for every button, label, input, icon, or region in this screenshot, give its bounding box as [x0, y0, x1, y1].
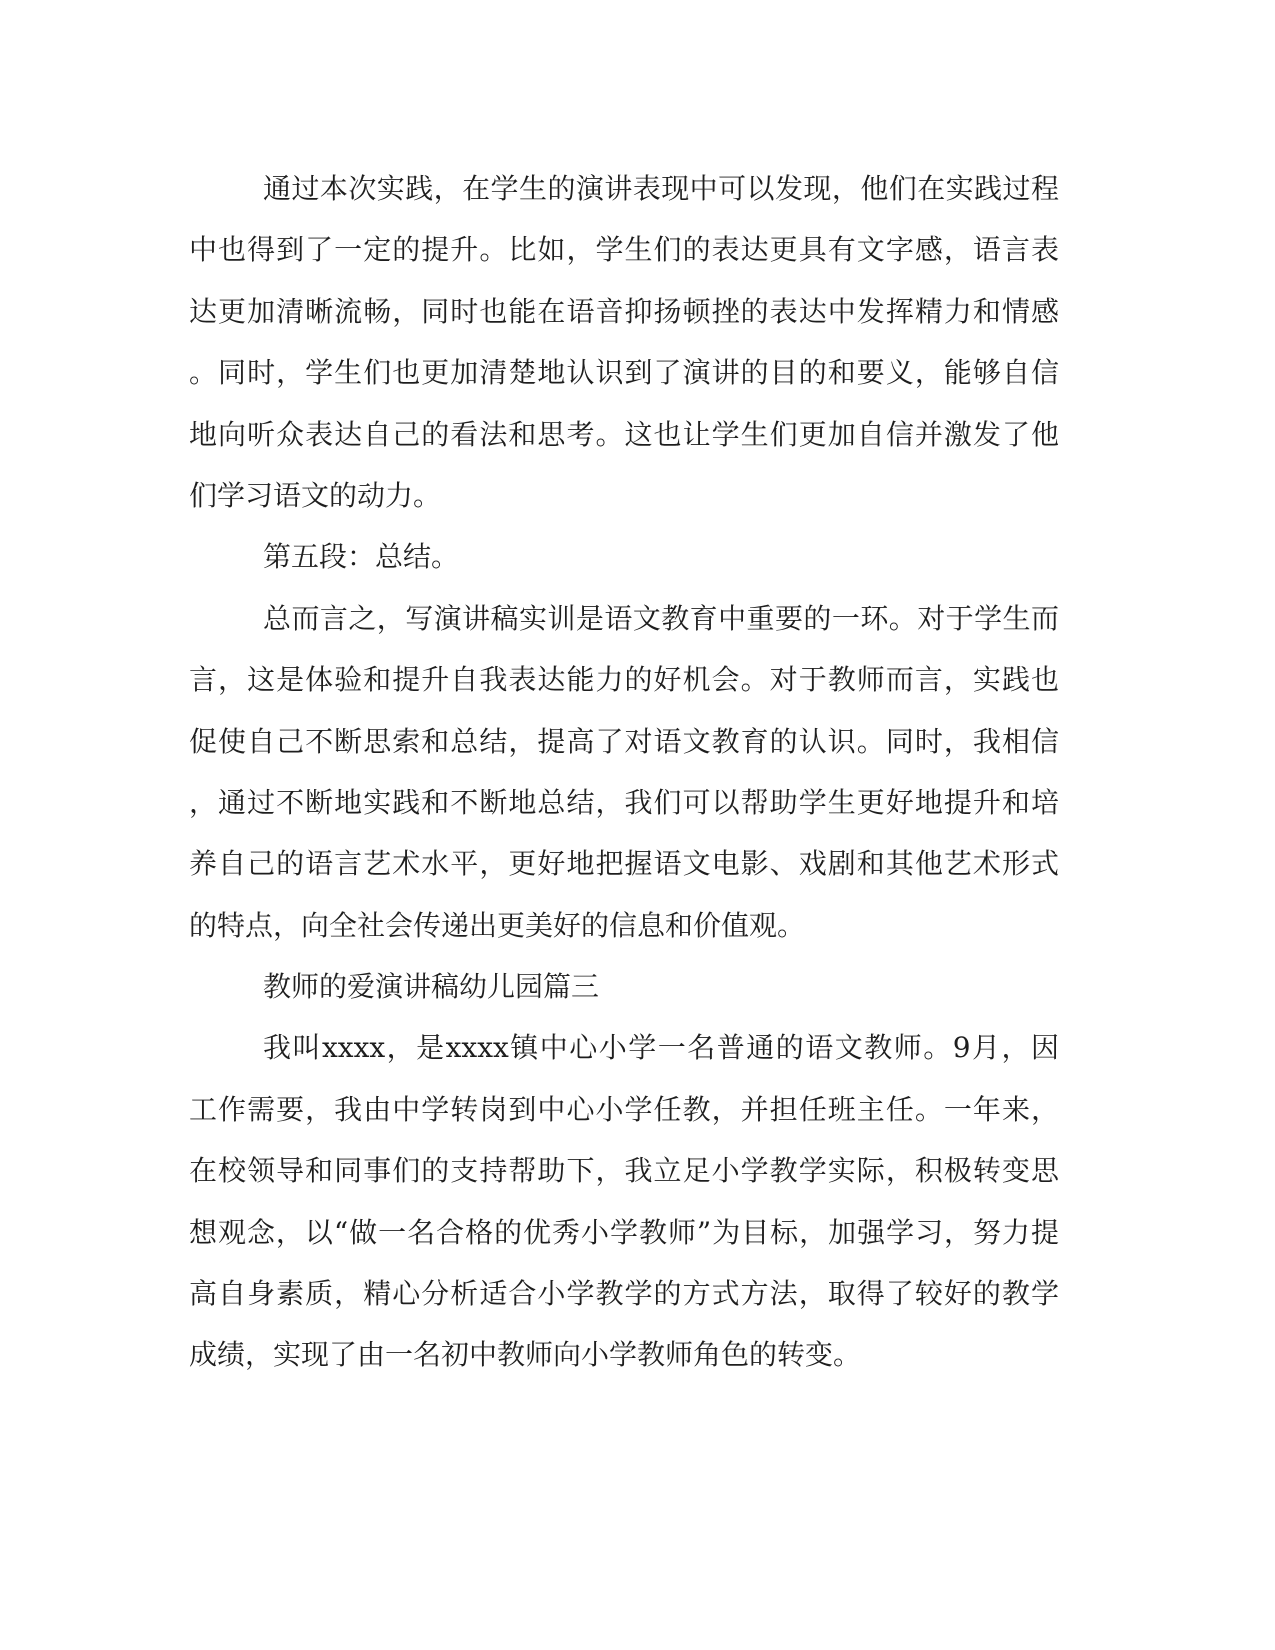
text-line: 们学习语文的动力。 [189, 478, 442, 512]
article-title: 教师的爱演讲稿幼儿园篇三 [263, 970, 600, 1004]
paragraph-summary [189, 588, 1059, 956]
text-line: 养自己的语言艺术水平，更好地把握语文电影、戏剧和其他艺术形式 [189, 847, 1059, 881]
text-line: 地向听众表达自己的看法和思考。这也让学生们更加自信并激发了他 [189, 417, 1059, 451]
text-line: 成绩，实现了由一名初中教师向小学教师角色的转变。 [189, 1338, 862, 1372]
text-line: 工作需要，我由中学转岗到中心小学任教，并担任班主任。一年来， [189, 1092, 1059, 1126]
text-line: ，通过不断地实践和不断地总结，我们可以帮助学生更好地提升和培 [189, 785, 1059, 819]
text-line: 。同时，学生们也更加清楚地认识到了演讲的目的和要义，能够自信 [189, 356, 1059, 390]
text-line: 言，这是体验和提升自我表达能力的好机会。对于教师而言，实践也 [189, 663, 1059, 697]
text-line: 高自身素质，精心分析适合小学教学的方式方法，取得了较好的教学 [189, 1277, 1059, 1311]
text-line: 的特点，向全社会传递出更美好的信息和价值观。 [189, 908, 806, 942]
section-heading: 第五段：总结。 [263, 540, 460, 574]
document-body [189, 158, 1059, 1386]
text-line: 我叫xxxx，是xxxx镇中心小学一名普通的语文教师。9月，因 [263, 1031, 1059, 1065]
text-line: 通过本次实践，在学生的演讲表现中可以发现，他们在实践过程 [263, 172, 1059, 205]
text-line: 中也得到了一定的提升。比如，学生们的表达更具有文字感，语言表 [189, 233, 1059, 267]
text-line: 想观念，以“做一名合格的优秀小学教师”为目标，加强学习，努力提 [189, 1215, 1059, 1249]
text-line: 在校领导和同事们的支持帮助下，我立足小学教学实际，积极转变思 [189, 1154, 1059, 1188]
paragraph-intro [189, 1017, 1059, 1385]
text-line: 达更加清晰流畅，同时也能在语音抑扬顿挫的表达中发挥精力和情感 [189, 294, 1059, 328]
paragraph-practice [189, 158, 1059, 526]
text-line: 总而言之，写演讲稿实训是语文教育中重要的一环。对于学生而 [263, 601, 1059, 635]
text-line: 促使自己不断思索和总结，提高了对语文教育的认识。同时，我相信 [189, 724, 1059, 758]
